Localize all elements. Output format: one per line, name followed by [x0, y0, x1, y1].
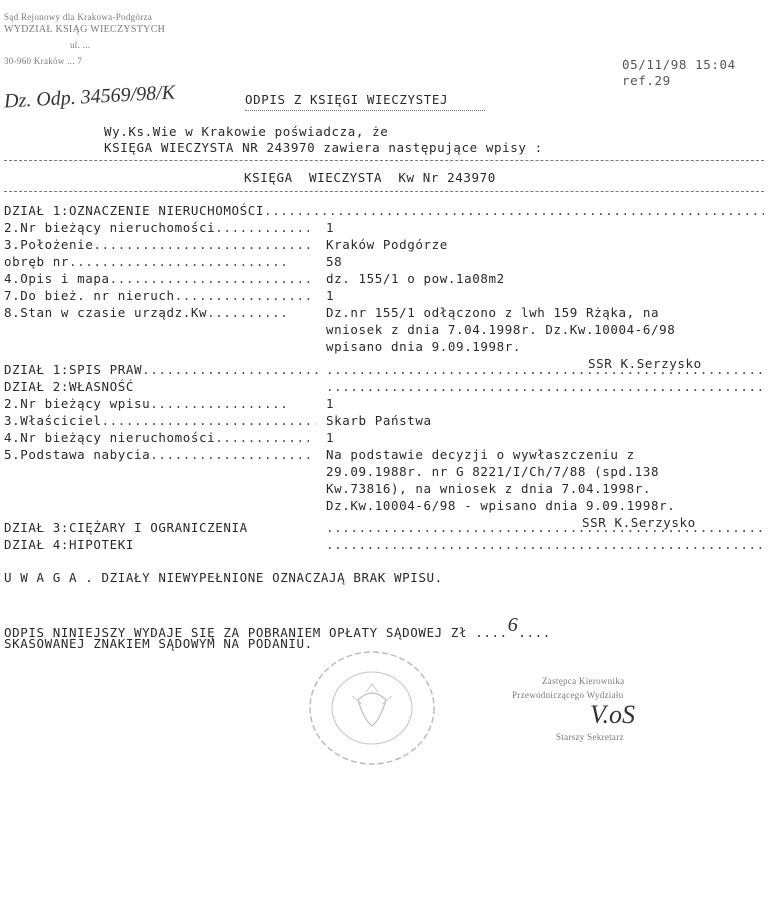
- field-value-continued: 29.09.1988r. nr G 8221/I/Ch/7/88 (spd.138: [326, 464, 660, 479]
- divider-top: [4, 160, 764, 161]
- section-heading: DZIAŁ 1:OZNACZENIE NIERUCHOMOŚCI: [4, 203, 265, 218]
- field-label: 4.Nr bieżący nieruchomości: [4, 430, 216, 445]
- field-value: 1: [326, 220, 335, 235]
- field-label: 8.Stan w czasie urządz.Kw: [4, 305, 208, 320]
- field-value: Dz.nr 155/1 odłączono z lwh 159 Rżąka, na: [326, 305, 660, 320]
- field-value-continued: wniosek z dnia 7.04.1998r. Dz.Kw.10004-6/98: [326, 322, 676, 337]
- field-label: 4.Opis i mapa: [4, 271, 110, 286]
- field-value: 1: [326, 396, 335, 411]
- section-2-ownership: [4, 379, 764, 532]
- official-seal: [292, 648, 452, 768]
- intro-line-1: Wy.Ks.Wie w Krakowie poświadcza, że: [104, 124, 389, 139]
- section-heading: DZIAŁ 4:HIPOTEKI: [4, 537, 135, 552]
- section-heading: DZIAŁ 2:WŁASNOŚĆ: [4, 379, 135, 394]
- handwritten-reference: Dz. Odp. 34569/98/K: [3, 81, 176, 113]
- field-label: 5.Podstawa nabycia: [4, 447, 151, 462]
- book-title: KSIĘGA WIECZYSTA Kw Nr 243970: [244, 170, 496, 185]
- official-stamp-line1: Zastępca Kierownika: [542, 676, 625, 686]
- field-value-continued: Kw.73816), na wniosek z dnia 7.04.1998r.: [326, 481, 652, 496]
- field-label: 2.Nr bieżący nieruchomości: [4, 220, 216, 235]
- reference-number: ref.29: [622, 73, 671, 88]
- section-heading: DZIAŁ 1:SPIS PRAW: [4, 362, 143, 377]
- section-3-encumbrances: [4, 520, 764, 537]
- field-label: 3.Właściciel: [4, 413, 102, 428]
- section-heading: DZIAŁ 3:CIĘŻARY I OGRANICZENIA: [4, 520, 248, 535]
- official-stamp-line3: Starszy Sekretarz: [556, 732, 624, 742]
- fee-amount: 6: [507, 614, 519, 636]
- field-label: 2.Nr bieżący wpisu: [4, 396, 151, 411]
- fee-text: ODPIS NINIEJSZY WYDAJE SIĘ ZA POBRANIEM OPŁATY SĄDOWEJ Zł ....: [4, 625, 508, 640]
- court-stamp-line2: WYDZIAŁ KSIĄG WIECZYSTYCH: [4, 24, 166, 35]
- section-4-mortgages: [4, 537, 764, 554]
- fee-statement-line-2: SKASOWANEJ ZNAKIEM SĄDOWYM NA PODANIU.: [4, 636, 313, 651]
- field-value: dz. 155/1 o pow.1a08m2: [326, 271, 505, 286]
- field-value-continued: Dz.Kw.10004-6/98 - wpisano dnia 9.09.1998r.: [326, 498, 676, 513]
- field-value: Na podstawie decyzji o wywłaszczeniu z: [326, 447, 635, 462]
- field-value: 58: [326, 254, 343, 269]
- official-stamp-line2: Przewodniczącego Wydziału: [512, 690, 624, 700]
- court-stamp-line1: Sąd Rejonowy dla Krakowa-Podgórza: [4, 12, 153, 22]
- intro-line-2: KSIĘGA WIECZYSTA NR 243970 zawiera następujące wpisy :: [104, 140, 543, 155]
- fee-text-end: ....: [518, 625, 551, 640]
- section-1-designation: [4, 203, 764, 373]
- section-1-rights: [4, 362, 764, 379]
- field-label: obręb nr: [4, 254, 70, 269]
- field-value: 1: [326, 288, 335, 303]
- divider-bottom: [4, 191, 764, 192]
- field-value: 1: [326, 430, 335, 445]
- print-datetime: 05/11/98 15:04: [622, 57, 736, 72]
- field-label: 7.Do bież. nr nieruch: [4, 288, 175, 303]
- note-empty-sections: U W A G A . DZIAŁY NIEWYPEŁNIONE OZNACZAJĄ BRAK WPISU.: [4, 570, 443, 585]
- field-label: 3.Położenie: [4, 237, 94, 252]
- field-value-continued: wpisano dnia 9.09.1998r.: [326, 339, 522, 354]
- title-underline: [245, 110, 485, 111]
- field-value: Kraków Podgórze: [326, 237, 448, 252]
- judge-signature: SSR K.Serzysko: [588, 356, 702, 371]
- judge-signature: SSR K.Serzysko: [582, 515, 696, 530]
- document-title: ODPIS Z KSIĘGI WIECZYSTEJ: [245, 92, 449, 107]
- court-stamp-line3: ul. ...: [70, 40, 91, 50]
- field-value: Skarb Państwa: [326, 413, 432, 428]
- handwritten-signature: V.oS: [590, 700, 636, 729]
- court-stamp-line4: 30-960 Kraków ... 7: [4, 56, 83, 66]
